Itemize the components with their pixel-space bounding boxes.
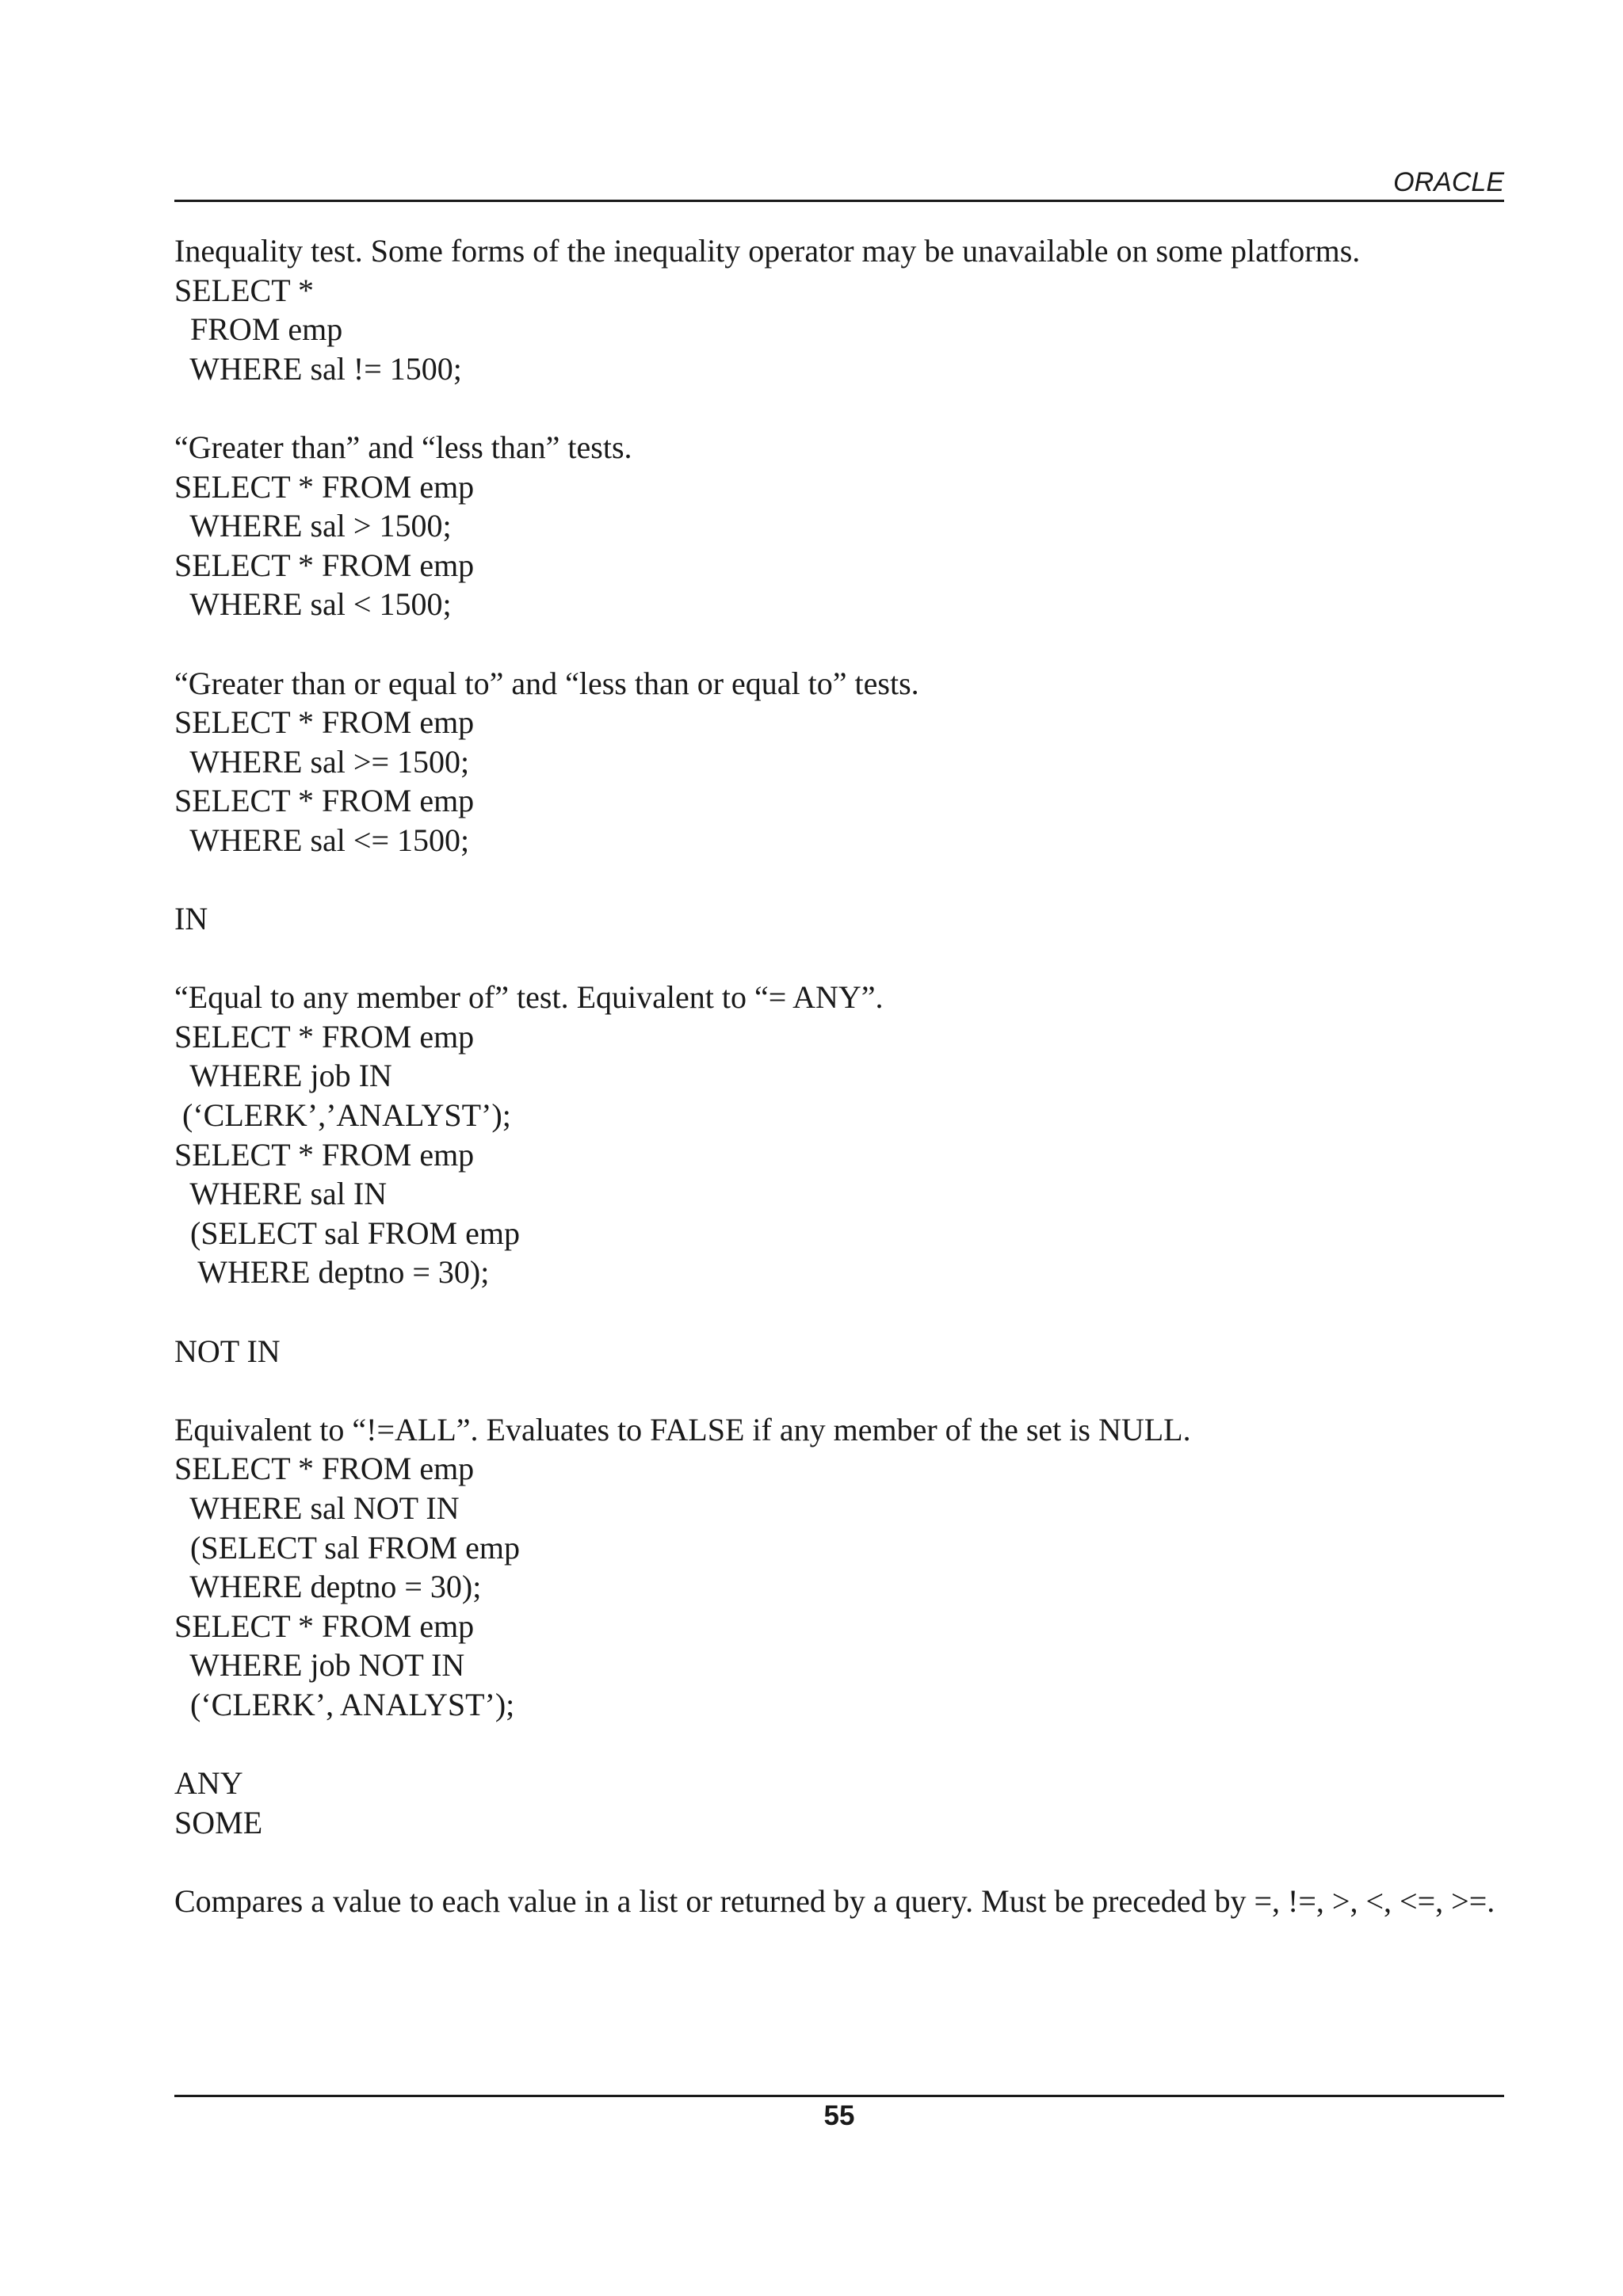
text-line: WHERE sal <= 1500; [174,822,470,858]
running-header-title: ORACLE [1393,167,1504,197]
text-line: SOME [174,1804,263,1840]
blank-line [174,1725,1522,1764]
text-line: WHERE sal NOT IN [174,1490,460,1526]
text-line: (‘CLERK’, ANALYST’); [174,1686,515,1722]
text-line: SELECT * FROM emp [174,547,475,583]
text-line: SELECT * FROM emp [174,1451,475,1487]
text-line: (‘CLERK’,’ANALYST’); [174,1097,511,1134]
text-line: ANY [174,1765,243,1802]
text-line: WHERE sal IN [174,1176,388,1212]
text-line: WHERE job IN [174,1058,392,1094]
text-line: SELECT * [174,272,314,308]
text-line: IN [174,901,208,937]
text-line: WHERE deptno = 30); [174,1254,490,1291]
text-line: (SELECT sal FROM emp [174,1529,520,1566]
text-line: WHERE sal < 1500; [174,586,452,623]
text-line: “Greater than” and “less than” tests. [174,429,632,465]
text-line: WHERE deptno = 30); [174,1569,482,1605]
text-line: WHERE sal >= 1500; [174,743,470,780]
page-number: 55 [823,2100,855,2131]
text-line: Inequality test. Some forms of the inequality operator may be unavailable on some platforms. [174,233,1361,269]
footer-rule [174,2095,1504,2097]
blank-line [174,860,1522,900]
text-line: SELECT * FROM emp [174,1608,475,1644]
blank-line [174,1371,1522,1410]
text-line: SELECT * FROM emp [174,1018,475,1055]
text-line: Compares a value to each value in a list or returned by a query. Must be preceded by =, !=, >, <, <=, >=. [174,1882,1495,1919]
text-line: SELECT * FROM emp [174,1136,475,1173]
blank-line [174,624,1522,664]
text-line: (SELECT sal FROM emp [174,1215,520,1251]
text-line: Equivalent to “!=ALL”. Evaluates to FALSE if any member of the set is NULL. [174,1411,1191,1447]
text-line: SELECT * FROM emp [174,704,475,741]
text-line: FROM emp [174,311,343,348]
text-line: “Greater than or equal to” and “less than or equal to” tests. [174,665,919,701]
text-line: “Equal to any member of” test. Equivalent to “= ANY”. [174,979,884,1016]
body-text [174,231,1522,1921]
text-line: NOT IN [174,1333,281,1369]
header-rule [174,200,1504,202]
text-line: WHERE sal > 1500; [174,508,452,544]
text-line: SELECT * FROM emp [174,468,475,505]
blank-line [174,939,1522,978]
text-line: WHERE job NOT IN [174,1647,465,1684]
text-line: SELECT * FROM emp [174,783,475,819]
blank-line [174,1292,1522,1332]
blank-line [174,1842,1522,1882]
blank-line [174,388,1522,428]
text-line: WHERE sal != 1500; [174,350,462,387]
